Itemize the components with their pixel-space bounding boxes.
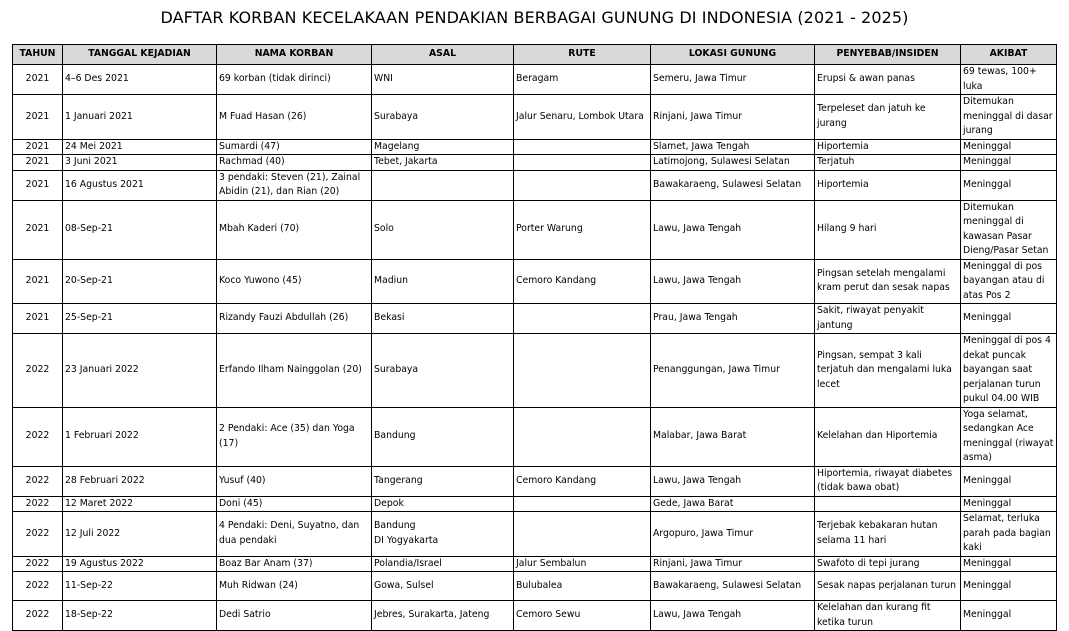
cell-tahun: 2021 — [13, 95, 63, 140]
cell-tanggal: 18-Sep-22 — [63, 601, 217, 631]
table-header-row — [13, 45, 1057, 65]
cell-asal: Tebet, Jakarta — [372, 155, 514, 171]
column-header-akibat: AKIBAT — [961, 45, 1057, 65]
cell-asal — [372, 170, 514, 200]
cell-penyebab: Sesak napas perjalanan turun — [815, 572, 961, 601]
cell-akibat: Meninggal — [961, 170, 1057, 200]
table-row — [13, 200, 1057, 259]
cell-tanggal: 4–6 Des 2021 — [63, 65, 217, 95]
cell-akibat: Meninggal — [961, 556, 1057, 572]
cell-tanggal: 19 Agustus 2022 — [63, 556, 217, 572]
cell-nama: Doni (45) — [217, 496, 372, 512]
cell-asal: Tangerang — [372, 466, 514, 496]
cell-penyebab: Kelelahan dan Hiportemia — [815, 407, 961, 466]
cell-nama: Erfando Ilham Nainggolan (20) — [217, 334, 372, 408]
cell-penyebab: Kelelahan dan kurang fit ketika turun — [815, 601, 961, 631]
cell-nama: Yusuf (40) — [217, 466, 372, 496]
cell-tanggal: 28 Februari 2022 — [63, 466, 217, 496]
cell-akibat: Selamat, terluka parah pada bagian kaki — [961, 512, 1057, 557]
cell-akibat: Meninggal di pos 4 dekat puncak bayangan saat perjalanan turun pukul 04.00 WIB — [961, 334, 1057, 408]
cell-asal: Bekasi — [372, 304, 514, 334]
cell-lokasi: Argopuro, Jawa Timur — [651, 512, 815, 557]
cell-asal: Gowa, Sulsel — [372, 572, 514, 601]
cell-tahun: 2022 — [13, 512, 63, 557]
cell-nama: Boaz Bar Anam (37) — [217, 556, 372, 572]
column-header-rute: RUTE — [514, 45, 651, 65]
cell-lokasi: Lawu, Jawa Tengah — [651, 601, 815, 631]
cell-lokasi: Lawu, Jawa Tengah — [651, 259, 815, 304]
cell-tahun: 2021 — [13, 170, 63, 200]
cell-akibat: Meninggal — [961, 304, 1057, 334]
cell-lokasi: Malabar, Jawa Barat — [651, 407, 815, 466]
cell-lokasi: Prau, Jawa Tengah — [651, 304, 815, 334]
cell-nama: Mbah Kaderi (70) — [217, 200, 372, 259]
cell-lokasi: Latimojong, Sulawesi Selatan — [651, 155, 815, 171]
cell-akibat: Meninggal — [961, 155, 1057, 171]
cell-asal: Bandung — [372, 407, 514, 466]
cell-rute — [514, 512, 651, 557]
cell-rute — [514, 304, 651, 334]
cell-rute: Porter Warung — [514, 200, 651, 259]
cell-lokasi: Semeru, Jawa Timur — [651, 65, 815, 95]
cell-tanggal: 08-Sep-21 — [63, 200, 217, 259]
cell-tahun: 2022 — [13, 407, 63, 466]
cell-lokasi: Rinjani, Jawa Timur — [651, 556, 815, 572]
cell-penyebab: Terjatuh — [815, 155, 961, 171]
cell-tanggal: 11-Sep-22 — [63, 572, 217, 601]
cell-rute: Jalur Senaru, Lombok Utara — [514, 95, 651, 140]
cell-tahun: 2022 — [13, 496, 63, 512]
table-row — [13, 259, 1057, 304]
table-row — [13, 95, 1057, 140]
table-row — [13, 139, 1057, 155]
cell-nama: 69 korban (tidak dirinci) — [217, 65, 372, 95]
cell-akibat: Yoga selamat, sedangkan Ace meninggal (riwayat asma) — [961, 407, 1057, 466]
cell-akibat: Ditemukan meninggal di dasar jurang — [961, 95, 1057, 140]
cell-asal: Depok — [372, 496, 514, 512]
cell-nama: 3 pendaki: Steven (21), Zainal Abidin (21), dan Rian (20) — [217, 170, 372, 200]
cell-nama: 2 Pendaki: Ace (35) dan Yoga (17) — [217, 407, 372, 466]
cell-penyebab: Swafoto di tepi jurang — [815, 556, 961, 572]
column-header-nama: NAMA KORBAN — [217, 45, 372, 65]
cell-penyebab: Pingsan setelah mengalami kram perut dan sesak napas — [815, 259, 961, 304]
table-row — [13, 512, 1057, 557]
cell-tahun: 2021 — [13, 259, 63, 304]
cell-nama: Rachmad (40) — [217, 155, 372, 171]
cell-nama: M Fuad Hasan (26) — [217, 95, 372, 140]
cell-rute: Cemoro Kandang — [514, 466, 651, 496]
cell-rute — [514, 496, 651, 512]
cell-penyebab: Erupsi & awan panas — [815, 65, 961, 95]
table-row — [13, 155, 1057, 171]
cell-rute: Cemoro Sewu — [514, 601, 651, 631]
cell-asal: Solo — [372, 200, 514, 259]
cell-tahun: 2022 — [13, 572, 63, 601]
cell-tahun: 2021 — [13, 139, 63, 155]
cell-tanggal: 20-Sep-21 — [63, 259, 217, 304]
cell-tanggal: 3 Juni 2021 — [63, 155, 217, 171]
cell-rute: Jalur Sembalun — [514, 556, 651, 572]
cell-nama: Rizandy Fauzi Abdullah (26) — [217, 304, 372, 334]
cell-lokasi: Gede, Jawa Barat — [651, 496, 815, 512]
cell-rute — [514, 139, 651, 155]
table-row — [13, 466, 1057, 496]
cell-tahun: 2022 — [13, 334, 63, 408]
cell-rute: Cemoro Kandang — [514, 259, 651, 304]
table-row — [13, 170, 1057, 200]
cell-nama: Sumardi (47) — [217, 139, 372, 155]
cell-lokasi: Rinjani, Jawa Timur — [651, 95, 815, 140]
table-row — [13, 407, 1057, 466]
cell-penyebab: Sakit, riwayat penyakit jantung — [815, 304, 961, 334]
cell-tanggal: 1 Januari 2021 — [63, 95, 217, 140]
cell-rute: Beragam — [514, 65, 651, 95]
cell-akibat: Ditemukan meninggal di kawasan Pasar Dieng/Pasar Setan — [961, 200, 1057, 259]
cell-penyebab: Hilang 9 hari — [815, 200, 961, 259]
table-row — [13, 601, 1057, 631]
cell-rute — [514, 334, 651, 408]
cell-lokasi: Lawu, Jawa Tengah — [651, 466, 815, 496]
cell-akibat: Meninggal — [961, 466, 1057, 496]
cell-lokasi: Bawakaraeng, Sulawesi Selatan — [651, 170, 815, 200]
cell-nama: Koco Yuwono (45) — [217, 259, 372, 304]
cell-penyebab: Hiportemia — [815, 139, 961, 155]
cell-tahun: 2022 — [13, 601, 63, 631]
cell-penyebab: Hiportemia — [815, 170, 961, 200]
cell-rute — [514, 407, 651, 466]
cell-tanggal: 24 Mei 2021 — [63, 139, 217, 155]
cell-nama: 4 Pendaki: Deni, Suyatno, dan dua pendaki — [217, 512, 372, 557]
cell-asal: Magelang — [372, 139, 514, 155]
column-header-tahun: TAHUN — [13, 45, 63, 65]
cell-rute — [514, 170, 651, 200]
cell-akibat: Meninggal — [961, 601, 1057, 631]
cell-lokasi: Bawakaraeng, Sulawesi Selatan — [651, 572, 815, 601]
cell-penyebab: Terpeleset dan jatuh ke jurang — [815, 95, 961, 140]
table-row — [13, 334, 1057, 408]
cell-nama: Dedi Satrio — [217, 601, 372, 631]
cell-asal: Polandia/Israel — [372, 556, 514, 572]
cell-asal: Surabaya — [372, 95, 514, 140]
cell-akibat: Meninggal — [961, 139, 1057, 155]
cell-rute: Bulubalea — [514, 572, 651, 601]
cell-penyebab — [815, 496, 961, 512]
cell-lokasi: Slamet, Jawa Tengah — [651, 139, 815, 155]
cell-penyebab: Hiportemia, riwayat diabetes (tidak bawa obat) — [815, 466, 961, 496]
cell-asal: WNI — [372, 65, 514, 95]
cell-tahun: 2021 — [13, 200, 63, 259]
cell-rute — [514, 155, 651, 171]
column-header-penyebab: PENYEBAB/INSIDEN — [815, 45, 961, 65]
cell-akibat: 69 tewas, 100+ luka — [961, 65, 1057, 95]
column-header-lokasi: LOKASI GUNUNG — [651, 45, 815, 65]
cell-penyebab: Pingsan, sempat 3 kali terjatuh dan mengalami luka lecet — [815, 334, 961, 408]
table-row — [13, 304, 1057, 334]
cell-akibat: Meninggal — [961, 572, 1057, 601]
cell-tanggal: 16 Agustus 2021 — [63, 170, 217, 200]
cell-tanggal: 1 Februari 2022 — [63, 407, 217, 466]
table-row — [13, 572, 1057, 601]
cell-tahun: 2021 — [13, 304, 63, 334]
cell-tahun: 2021 — [13, 65, 63, 95]
cell-asal: Surabaya — [372, 334, 514, 408]
cell-tanggal: 23 Januari 2022 — [63, 334, 217, 408]
incident-table — [12, 44, 1057, 631]
cell-akibat: Meninggal di pos bayangan atau di atas Pos 2 — [961, 259, 1057, 304]
cell-lokasi: Lawu, Jawa Tengah — [651, 200, 815, 259]
cell-tanggal: 25-Sep-21 — [63, 304, 217, 334]
table-row — [13, 556, 1057, 572]
cell-tanggal: 12 Maret 2022 — [63, 496, 217, 512]
cell-akibat: Meninggal — [961, 496, 1057, 512]
cell-penyebab: Terjebak kebakaran hutan selama 11 hari — [815, 512, 961, 557]
cell-asal: Bandung DI Yogyakarta — [372, 512, 514, 557]
cell-tahun: 2022 — [13, 556, 63, 572]
table-body — [13, 65, 1057, 631]
page-title: DAFTAR KORBAN KECELAKAAN PENDAKIAN BERBAGAI GUNUNG DI INDONESIA (2021 - 2025) — [160, 8, 909, 27]
cell-asal: Madiun — [372, 259, 514, 304]
cell-lokasi: Penanggungan, Jawa Timur — [651, 334, 815, 408]
column-header-tanggal: TANGGAL KEJADIAN — [63, 45, 217, 65]
column-header-asal: ASAL — [372, 45, 514, 65]
cell-tahun: 2021 — [13, 155, 63, 171]
cell-nama: Muh Ridwan (24) — [217, 572, 372, 601]
cell-tahun: 2022 — [13, 466, 63, 496]
cell-asal: Jebres, Surakarta, Jateng — [372, 601, 514, 631]
table-row — [13, 496, 1057, 512]
cell-tanggal: 12 Juli 2022 — [63, 512, 217, 557]
table-row — [13, 65, 1057, 95]
